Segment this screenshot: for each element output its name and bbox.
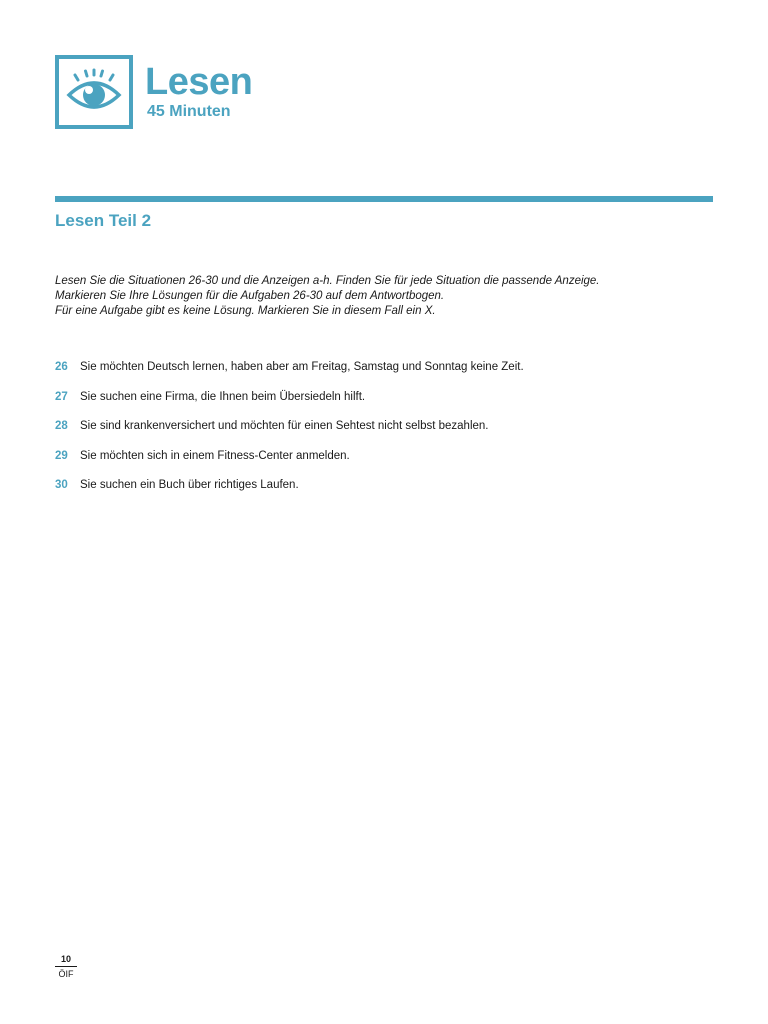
task-text: Sie suchen ein Buch über richtiges Laufen.	[80, 479, 299, 491]
task-item	[55, 420, 735, 450]
task-number: 29	[55, 449, 68, 462]
instruction-line: Lesen Sie die Situationen 26-30 und die Anzeigen a-h. Finden Sie für jede Situation die passende Anzeige.	[55, 275, 600, 287]
part-title: Lesen Teil 2	[55, 211, 152, 230]
task-item	[55, 361, 735, 391]
task-list	[55, 361, 735, 509]
task-item	[55, 450, 735, 480]
task-text: Sie möchten sich in einem Fitness-Center anmelden.	[80, 449, 350, 462]
task-text: Sie sind krankenversichert und möchten für einen Sehtest nicht selbst bezahlen.	[80, 420, 489, 432]
task-number: 26	[55, 361, 68, 373]
divider	[55, 196, 713, 202]
page-footer	[55, 954, 77, 979]
task-number: 27	[55, 390, 68, 403]
task-text: Sie möchten Deutsch lernen, haben aber am Freitag, Samstag und Sonntag keine Zeit.	[80, 361, 524, 373]
task-number: 28	[55, 420, 68, 432]
eye-icon	[55, 55, 133, 129]
task-text: Sie suchen eine Firma, die Ihnen beim Übersiedeln hilft.	[80, 390, 366, 403]
instruction-line: Markieren Sie Ihre Lösungen für die Aufgaben 26-30 auf dem Antwortbogen.	[55, 290, 445, 302]
instructions	[55, 274, 735, 319]
task-item	[55, 479, 735, 509]
publisher-label: ÖIF	[58, 969, 74, 979]
task-number: 30	[55, 479, 68, 491]
page-number: 10	[55, 954, 77, 967]
section-duration: 45 Minuten	[147, 103, 231, 120]
instruction-line: Für eine Aufgabe gibt es keine Lösung. Markieren Sie in diesem Fall ein X.	[55, 305, 436, 317]
section-title: Lesen	[145, 61, 253, 103]
task-item	[55, 391, 735, 421]
section-header	[55, 52, 252, 132]
